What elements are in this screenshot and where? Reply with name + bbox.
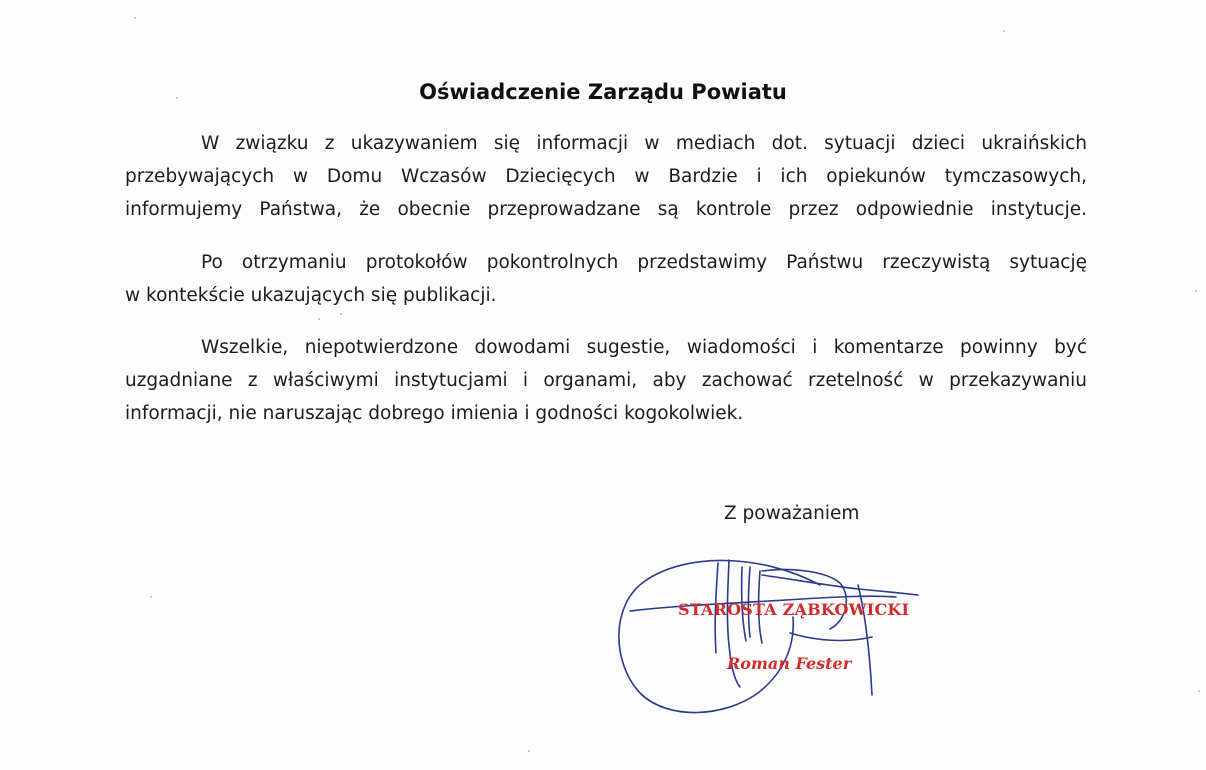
closing-salutation: Z poważaniem: [724, 503, 860, 524]
handwritten-signature: [590, 545, 930, 725]
scan-speck: [1003, 30, 1005, 32]
scan-speck: [176, 97, 178, 99]
paragraph-line: informujemy Państwa, że obecnie przeprowadzane są kontrole przez odpowiednie instytucje.: [125, 199, 1087, 220]
paragraph-line: W związku z ukazywaniem się informacji w mediach dot. sytuacji dzieci ukraińskich: [201, 133, 1087, 154]
paragraph-line: informacji, nie naruszając dobrego imienia i godności kogokolwiek.: [125, 403, 744, 424]
paragraph-3: [125, 331, 1087, 430]
scan-speck: [340, 313, 342, 315]
document-title: Oświadczenie Zarządu Powiatu: [419, 80, 787, 104]
signature-strokes: [619, 560, 918, 713]
scan-speck: [1198, 690, 1200, 692]
scan-speck: [134, 17, 136, 19]
scan-speck: [150, 596, 152, 598]
paragraph-1: [125, 127, 1087, 226]
paragraph-line: uzgadniane z właściwymi instytucjami i organami, aby zachować rzetelność w przekazywaniu: [125, 370, 1087, 391]
paragraph-2: [125, 246, 1087, 312]
paragraph-line: przebywających w Domu Wczasów Dziecięcych w Bardzie i ich opiekunów tymczasowych,: [125, 166, 1087, 187]
stamp-office: STAROSTA ZĄBKOWICKI: [678, 600, 910, 619]
paragraph-line: Po otrzymaniu protokołów pokontrolnych przedstawimy Państwu rzeczywistą sytuację: [201, 252, 1087, 273]
stamp-name: Roman Fester: [727, 654, 852, 673]
paragraph-line: Wszelkie, niepotwierdzone dowodami sugestie, wiadomości i komentarze powinny być: [201, 337, 1087, 358]
scan-speck: [528, 750, 530, 752]
scan-speck: [318, 318, 320, 320]
paragraph-line: w kontekście ukazujących się publikacji.: [125, 285, 497, 306]
scan-speck: [1195, 290, 1197, 292]
